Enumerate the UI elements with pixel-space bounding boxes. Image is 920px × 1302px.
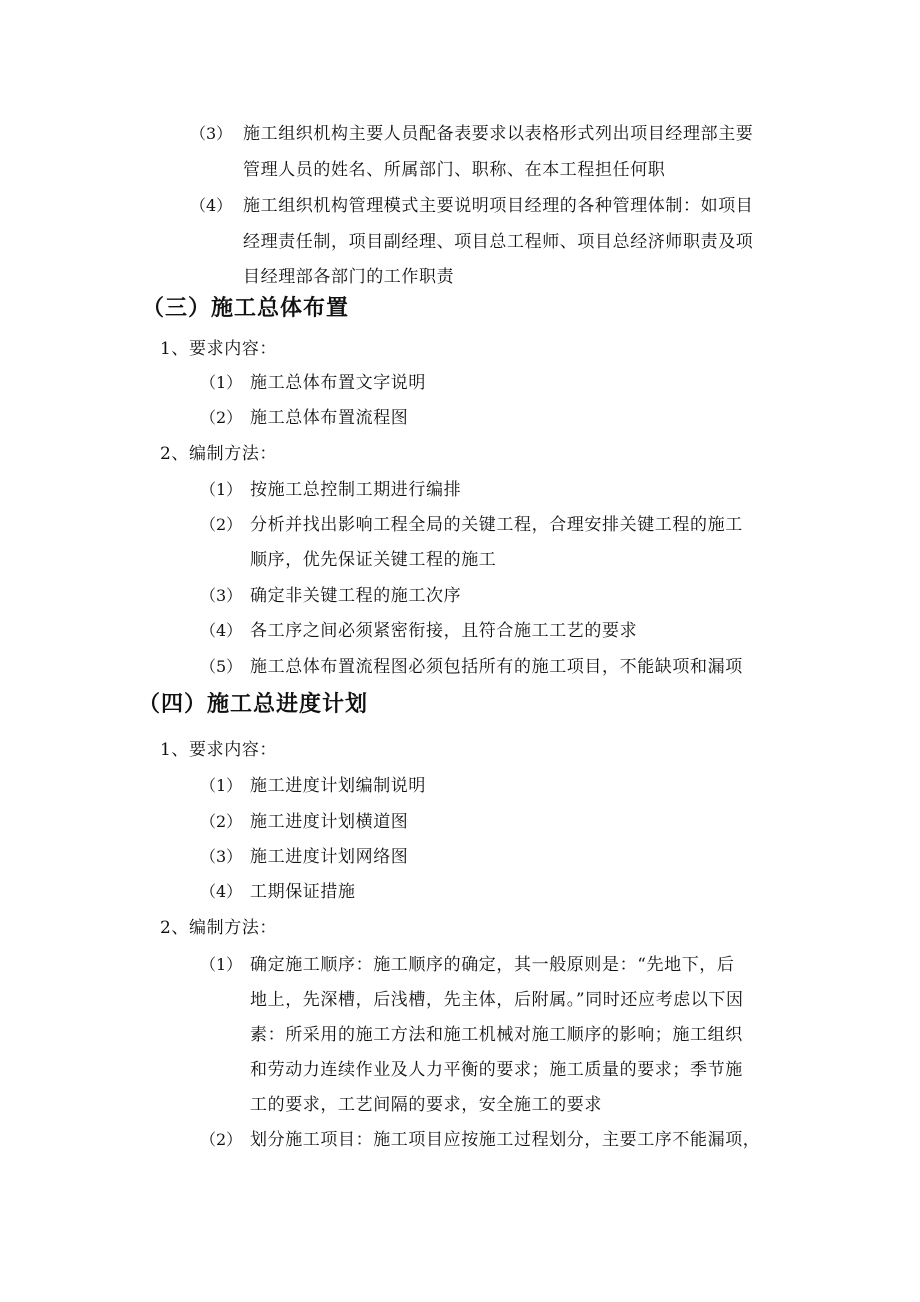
item-number: （5） xyxy=(200,657,243,676)
item-number: （4） xyxy=(200,621,243,640)
item-text-line: 目经理部各部门的工作职责 xyxy=(243,267,455,287)
item-text-line: 素：所采用的施工方法和施工机械对施工顺序的影响；施工组织 xyxy=(250,1025,743,1045)
item-number: （3） xyxy=(200,847,243,866)
item-text-line: 施工进度计划网络图 xyxy=(250,847,409,867)
item-number: （4） xyxy=(190,196,233,215)
item-text-line: 分析并找出影响工程全局的关键工程，合理安排关键工程的施工 xyxy=(250,515,743,535)
item-number: （2） xyxy=(200,1130,243,1149)
item-text-line: 确定非关键工程的施工次序 xyxy=(250,586,462,606)
section-heading-3: （三）施工总体布置 xyxy=(142,296,350,321)
item-text-line: 施工进度计划横道图 xyxy=(250,812,409,832)
item-text-line: 和劳动力连续作业及人力平衡的要求；施工质量的要求；季节施 xyxy=(250,1060,743,1080)
item-number: （3） xyxy=(190,124,233,143)
item-text-line: 确定施工顺序：施工顺序的确定，其一般原则是：“先地下，后 xyxy=(250,955,735,975)
item-number: （1） xyxy=(200,776,243,795)
method-label: 2、编制方法： xyxy=(160,444,278,464)
item-number: （1） xyxy=(200,955,243,974)
item-text-line: 工的要求，工艺间隔的要求，安全施工的要求 xyxy=(250,1095,602,1115)
item-text-line: 施工组织机构主要人员配备表要求以表格形式列出项目经理部主要 xyxy=(243,124,754,144)
item-text-line: 管理人员的姓名、所属部门、职称、在本工程担任何职 xyxy=(243,160,666,180)
item-text-line: 施工总体布置流程图 xyxy=(250,408,409,428)
item-text-line: 顺序，优先保证关键工程的施工 xyxy=(250,550,497,570)
section-heading-4: （四）施工总进度计划 xyxy=(138,692,369,717)
item-number: （2） xyxy=(200,408,243,427)
item-text-line: 各工序之间必须紧密衔接，且符合施工工艺的要求 xyxy=(250,621,638,641)
item-text-line: 施工进度计划编制说明 xyxy=(250,776,426,796)
item-text-line: 施工总体布置流程图必须包括所有的施工项目，不能缺项和漏项 xyxy=(250,657,743,677)
item-text-line: 施工组织机构管理模式主要说明项目经理的各种管理体制：如项目 xyxy=(243,196,754,216)
item-text-line: 工期保证措施 xyxy=(250,882,356,902)
item-text-line: 地上，先深槽，后浅槽，先主体，后附属。”同时还应考虑以下因 xyxy=(250,990,744,1010)
item-number: （1） xyxy=(200,373,243,392)
requirements-label: 1、要求内容： xyxy=(160,740,278,760)
item-number: （1） xyxy=(200,480,243,499)
item-text-line: 按施工总控制工期进行编排 xyxy=(250,480,462,500)
item-text-line: 划分施工项目：施工项目应按施工过程划分，主要工序不能漏项， xyxy=(250,1130,761,1150)
item-text-line: 经理责任制，项目副经理、项目总工程师、项目总经济师职责及项 xyxy=(243,232,754,252)
item-text-line: 施工总体布置文字说明 xyxy=(250,373,426,393)
item-number: （3） xyxy=(200,586,243,605)
requirements-label: 1、要求内容： xyxy=(160,339,278,359)
item-number: （2） xyxy=(200,515,243,534)
method-label: 2、编制方法： xyxy=(160,918,278,938)
item-number: （4） xyxy=(200,882,243,901)
item-number: （2） xyxy=(200,812,243,831)
